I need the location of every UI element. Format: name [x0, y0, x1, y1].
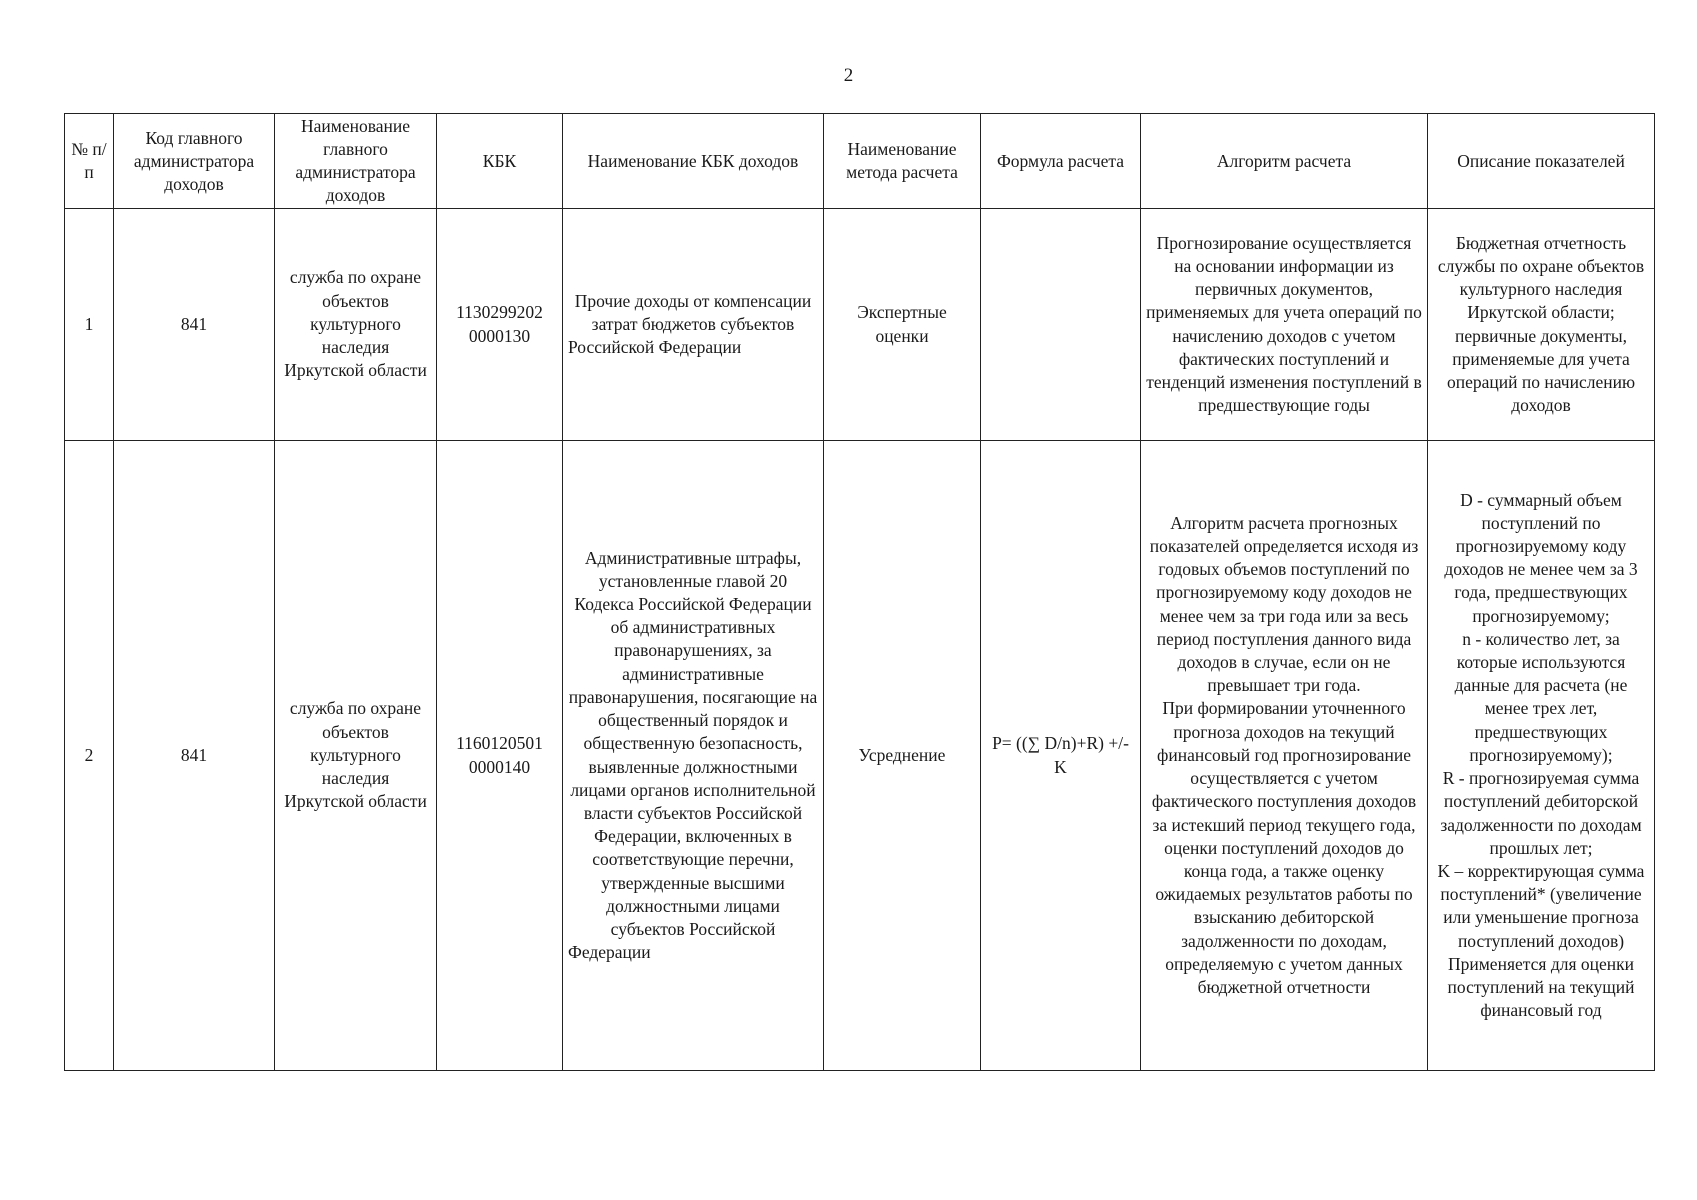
admin-name: служба по охране объектов культурного наследия Иркутской области	[275, 441, 437, 1071]
header-method: Наименование метода расчета	[824, 114, 981, 209]
indicator-description: Бюджетная отчетность службы по охране объектов культурного наследия Иркутской области; первичные документы, применяемые для учета операций по начислению доходов	[1428, 209, 1655, 441]
calculation-algorithm: Прогнозирование осуществляется на основании информации из первичных документов, применяемых для учета операций по начислению доходов с учетом фактических поступлений и тенденций изменения поступлений в предшествующие годы	[1141, 209, 1428, 441]
kbk-code-part1: 1160120501	[456, 733, 543, 754]
header-admin-code: Код главного администратора доходов	[114, 114, 275, 209]
kbk-code-part2: 0000130	[468, 325, 531, 346]
revenue-forecast-table	[64, 113, 1655, 1071]
header-algorithm: Алгоритм расчета	[1141, 114, 1428, 209]
calculation-algorithm	[1141, 441, 1428, 1071]
kbk-code	[437, 441, 563, 1071]
header-formula: Формула расчета	[981, 114, 1141, 209]
calculation-method: Экспертные оценки	[824, 209, 981, 441]
calculation-method: Усреднение	[824, 441, 981, 1071]
description-k: K – корректирующая сумма поступлений* (увеличение или уменьшение прогноза поступлений доходов)	[1437, 860, 1645, 951]
page-number: 2	[843, 65, 854, 86]
admin-code: 841	[114, 209, 275, 441]
header-description: Описание показателей	[1428, 114, 1655, 209]
header-kbk-name: Наименование КБК доходов	[563, 114, 824, 209]
header-kbk: КБК	[437, 114, 563, 209]
header-admin-name: Наименование главного администратора доходов	[275, 114, 437, 209]
description-n: n - количество лет, за которые используются данные для расчета (не менее трех лет, предшествующих прогнозируемому);	[1454, 628, 1628, 765]
algorithm-paragraph-1: Алгоритм расчета прогнозных показателей определяется исходя из годовых объемов поступлений по прогнозируемому коду доходов не менее чем за три года или за весь период поступления данного вида доходов в случае, если он не превышает три года.	[1149, 512, 1419, 696]
calculation-formula	[981, 209, 1141, 441]
description-r: R - прогнозируемая сумма поступлений дебиторской задолженности по доходам прошлых лет;	[1440, 768, 1642, 858]
row-number: 2	[65, 441, 114, 1071]
kbk-code-part1: 1130299202	[456, 302, 543, 323]
kbk-name: Прочие доходы от компенсации затрат бюджетов субъектов Российской Федерации	[563, 209, 824, 441]
algorithm-paragraph-2: При формировании уточненного прогноза доходов на текущий финансовый год прогнозирование осуществляется с учетом фактического поступления доходов за истекший период текущего года, оценки поступлений доходов до конца года, а также оценку ожидаемых результатов работы по взысканию дебиторской задолженности по доходам, определяемую с учетом данных бюджетной отчетности	[1151, 698, 1417, 997]
row-number: 1	[65, 209, 114, 441]
admin-name: служба по охране объектов культурного наследия Иркутской области	[275, 209, 437, 441]
kbk-code	[437, 209, 563, 441]
kbk-code-part2: 0000140	[468, 756, 531, 777]
indicator-description	[1428, 441, 1655, 1071]
table-row	[65, 209, 1655, 441]
description-d: D - суммарный объем поступлений по прогнозируемому коду доходов не менее чем за 3 года, предшествующих прогнозируемому;	[1444, 489, 1638, 626]
kbk-name: Административные штрафы, установленные главой 20 Кодекса Российской Федерации об административных правонарушениях, за административные правонарушения, посягающие на общественный порядок и общественную безопасность, выявленные должностными лицами органов исполнительной власти субъектов Российской Федерации, включенных в соответствующие перечни, утвержденные высшими должностными лицами субъектов Российской Федерации	[563, 441, 824, 1071]
header-number: № п/п	[65, 114, 114, 209]
admin-code: 841	[114, 441, 275, 1071]
table-row	[65, 441, 1655, 1071]
description-applicability: Применяется для оценки поступлений на текущий финансовый год	[1447, 953, 1635, 1021]
table-header-row	[65, 114, 1655, 209]
calculation-formula: P= ((∑ D/n)+R) +/-K	[981, 441, 1141, 1071]
